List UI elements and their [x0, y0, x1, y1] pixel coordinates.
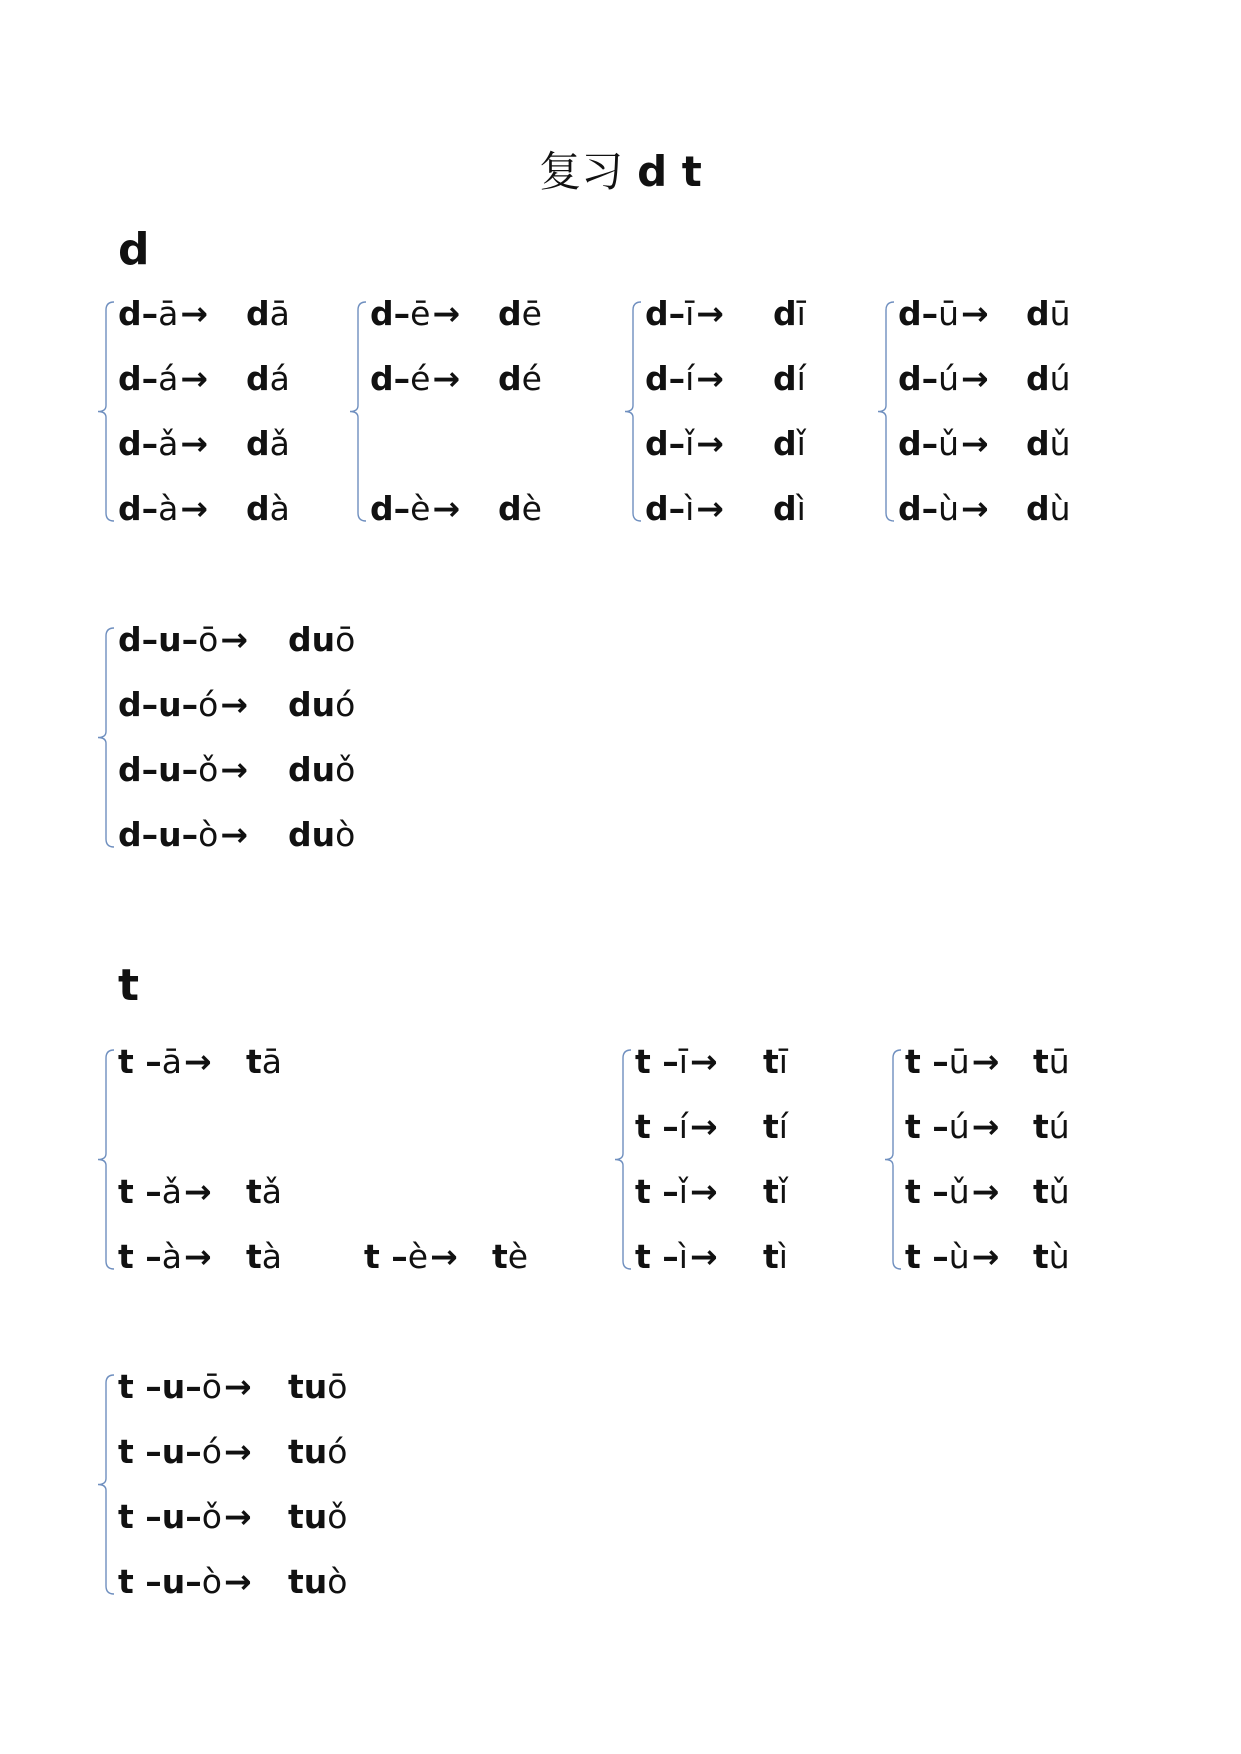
result-final: ó: [335, 685, 356, 724]
arrow-icon: →: [220, 685, 248, 724]
result-consonant: t: [1033, 1172, 1049, 1211]
spelling-equation: [118, 618, 248, 662]
result-final: ū: [1048, 1042, 1070, 1081]
spelling-equation: [645, 357, 724, 401]
result-final: ī: [778, 1042, 788, 1081]
arrow-icon: →: [223, 1497, 252, 1536]
result-final: ā: [261, 1042, 283, 1081]
result-consonant: du: [288, 620, 336, 659]
initial-consonant: d–: [898, 294, 939, 333]
initial-consonant: d–: [118, 294, 159, 333]
title-latin: d t: [637, 147, 702, 196]
initial-consonant: t –: [118, 1432, 162, 1471]
toned-final: è: [407, 1237, 429, 1276]
toned-final: ǒ: [198, 750, 219, 789]
arrow-icon: →: [223, 1562, 252, 1601]
syllable-result: [1026, 357, 1071, 401]
result-final: è: [507, 1237, 529, 1276]
spelling-equation: [635, 1170, 718, 1214]
result-consonant: t: [1033, 1042, 1049, 1081]
arrow-icon: →: [689, 1172, 718, 1211]
result-final: ù: [1049, 489, 1071, 528]
result-consonant: t: [763, 1042, 779, 1081]
result-final: ǔ: [1049, 424, 1071, 463]
initial-consonant: d–: [118, 815, 159, 854]
arrow-icon: →: [184, 1172, 212, 1211]
result-final: ǎ: [269, 424, 290, 463]
initial-consonant: t –: [635, 1107, 679, 1146]
spelling-equation: [118, 1430, 252, 1474]
result-consonant: t: [492, 1237, 508, 1276]
initial-consonant: t –: [118, 1562, 162, 1601]
syllable-result: [246, 357, 290, 401]
initial-consonant: d–: [370, 359, 411, 398]
result-consonant: tu: [288, 1367, 328, 1406]
initial-consonant: d–: [118, 359, 159, 398]
result-consonant: t: [763, 1172, 779, 1211]
arrow-icon: →: [961, 489, 989, 528]
toned-final: ì: [685, 489, 695, 528]
bracket-icon: [90, 618, 120, 857]
result-consonant: d: [246, 359, 270, 398]
result-consonant: d: [773, 359, 797, 398]
result-consonant: du: [288, 750, 336, 789]
syllable-result: [288, 1365, 347, 1409]
result-consonant: d: [246, 294, 270, 333]
arrow-icon: →: [971, 1172, 1000, 1211]
initial-consonant: t –: [118, 1172, 162, 1211]
spelling-equation: [118, 487, 208, 531]
syllable-result: [288, 618, 355, 662]
result-final: ū: [1049, 294, 1071, 333]
arrow-icon: →: [220, 750, 248, 789]
result-consonant: t: [1033, 1107, 1049, 1146]
toned-final: ǔ: [938, 424, 960, 463]
syllable-result: [246, 292, 290, 336]
toned-final: ǒ: [201, 1497, 222, 1536]
spelling-equation: [118, 683, 248, 727]
toned-final: ù: [938, 489, 960, 528]
syllable-result: [773, 487, 806, 531]
syllable-result: [288, 813, 355, 857]
result-final: ǐ: [796, 424, 806, 463]
result-consonant: d: [498, 489, 522, 528]
section-label-d: d: [118, 224, 150, 275]
medial-vowel: u–: [161, 1432, 202, 1471]
spelling-equation: [635, 1105, 718, 1149]
syllable-result: [498, 292, 542, 336]
toned-final: ì: [678, 1237, 688, 1276]
spelling-equation: [118, 1235, 212, 1279]
arrow-icon: →: [223, 1367, 252, 1406]
initial-consonant: t –: [905, 1172, 949, 1211]
result-final: ǒ: [335, 750, 356, 789]
spelling-equation: [898, 422, 989, 466]
toned-final: ǎ: [158, 424, 179, 463]
arrow-icon: →: [689, 1107, 718, 1146]
toned-final: ǐ: [685, 424, 695, 463]
result-final: ō: [335, 620, 356, 659]
toned-final: ó: [198, 685, 219, 724]
spelling-equation: [370, 487, 460, 531]
syllable-result: [773, 357, 806, 401]
syllable-result: [773, 292, 806, 336]
syllable-result: [246, 1040, 282, 1084]
arrow-icon: →: [961, 359, 989, 398]
spelling-equation: [118, 292, 208, 336]
initial-consonant: d–: [898, 489, 939, 528]
spelling-equation: [645, 487, 724, 531]
syllable-result: [763, 1235, 788, 1279]
result-consonant: d: [498, 359, 522, 398]
bracket-icon: [90, 1040, 120, 1279]
spelling-equation: [118, 813, 248, 857]
initial-consonant: t –: [118, 1367, 162, 1406]
arrow-icon: →: [223, 1432, 252, 1471]
syllable-result: [1033, 1040, 1070, 1084]
result-consonant: t: [246, 1237, 262, 1276]
syllable-result: [498, 487, 542, 531]
toned-final: í: [678, 1107, 688, 1146]
syllable-result: [246, 1170, 282, 1214]
result-consonant: tu: [288, 1562, 328, 1601]
toned-final: à: [158, 489, 179, 528]
initial-consonant: t –: [905, 1237, 949, 1276]
initial-consonant: d–: [645, 294, 686, 333]
arrow-icon: →: [696, 359, 724, 398]
initial-consonant: d–: [118, 685, 159, 724]
syllable-result: [763, 1105, 788, 1149]
result-consonant: tu: [288, 1432, 328, 1471]
toned-final: á: [158, 359, 179, 398]
result-consonant: d: [1026, 294, 1050, 333]
arrow-icon: →: [696, 294, 724, 333]
initial-consonant: d–: [118, 750, 159, 789]
initial-consonant: t –: [118, 1042, 162, 1081]
toned-final: ā: [158, 294, 179, 333]
result-final: à: [261, 1237, 283, 1276]
syllable-result: [246, 422, 290, 466]
medial-vowel: u–: [158, 750, 199, 789]
result-final: ù: [1048, 1237, 1070, 1276]
result-final: ǎ: [261, 1172, 283, 1211]
result-consonant: d: [773, 489, 797, 528]
result-final: à: [269, 489, 290, 528]
arrow-icon: →: [220, 815, 248, 854]
bracket-icon: [90, 292, 120, 531]
initial-consonant: d–: [118, 620, 159, 659]
bracket-icon: [342, 292, 372, 531]
medial-vowel: u–: [161, 1562, 202, 1601]
result-consonant: d: [246, 424, 270, 463]
spelling-equation: [118, 1495, 252, 1539]
toned-final: í: [685, 359, 695, 398]
toned-final: ǔ: [948, 1172, 970, 1211]
result-final: ó: [327, 1432, 348, 1471]
result-consonant: d: [1026, 489, 1050, 528]
result-consonant: t: [763, 1107, 779, 1146]
syllable-result: [1033, 1235, 1070, 1279]
spelling-equation: [364, 1235, 458, 1279]
arrow-icon: →: [430, 1237, 458, 1276]
syllable-result: [246, 1235, 282, 1279]
initial-consonant: d–: [645, 424, 686, 463]
result-consonant: d: [1026, 359, 1050, 398]
spelling-equation: [905, 1105, 999, 1149]
toned-final: ā: [161, 1042, 182, 1081]
initial-consonant: d–: [118, 424, 159, 463]
toned-final: é: [410, 359, 431, 398]
toned-final: ù: [948, 1237, 970, 1276]
toned-final: ǎ: [161, 1172, 182, 1211]
syllable-result: [1033, 1170, 1070, 1214]
toned-final: ō: [198, 620, 219, 659]
toned-final: ó: [201, 1432, 222, 1471]
spelling-equation: [898, 292, 989, 336]
spelling-equation: [635, 1235, 718, 1279]
result-final: ǐ: [778, 1172, 788, 1211]
initial-consonant: t –: [635, 1042, 679, 1081]
toned-final: ú: [948, 1107, 970, 1146]
toned-final: ū: [948, 1042, 970, 1081]
spelling-equation: [905, 1040, 999, 1084]
arrow-icon: →: [184, 1042, 212, 1081]
initial-consonant: t –: [905, 1042, 949, 1081]
result-final: ē: [521, 294, 542, 333]
result-final: á: [269, 359, 290, 398]
arrow-icon: →: [961, 424, 989, 463]
spelling-equation: [118, 1560, 252, 1604]
result-consonant: t: [246, 1042, 262, 1081]
spelling-equation: [645, 292, 724, 336]
spelling-equation: [898, 487, 989, 531]
toned-final: ò: [198, 815, 219, 854]
spelling-equation: [118, 1365, 252, 1409]
toned-final: ǐ: [678, 1172, 688, 1211]
result-consonant: d: [773, 424, 797, 463]
result-final: ǔ: [1048, 1172, 1070, 1211]
result-consonant: t: [763, 1237, 779, 1276]
initial-consonant: t –: [118, 1497, 162, 1536]
result-consonant: tu: [288, 1497, 328, 1536]
spelling-equation: [118, 1040, 212, 1084]
initial-consonant: d–: [645, 359, 686, 398]
initial-consonant: t –: [118, 1237, 162, 1276]
bracket-icon: [870, 292, 900, 531]
arrow-icon: →: [971, 1237, 1000, 1276]
spelling-equation: [118, 748, 248, 792]
toned-final: ī: [678, 1042, 688, 1081]
syllable-result: [1026, 422, 1071, 466]
initial-consonant: t –: [905, 1107, 949, 1146]
syllable-result: [288, 1495, 347, 1539]
page-title: [0, 142, 1241, 202]
arrow-icon: →: [689, 1042, 718, 1081]
result-final: é: [521, 359, 542, 398]
arrow-icon: →: [432, 294, 461, 333]
syllable-result: [492, 1235, 528, 1279]
result-consonant: d: [1026, 424, 1050, 463]
spelling-equation: [905, 1235, 999, 1279]
result-final: ò: [327, 1562, 348, 1601]
result-consonant: du: [288, 685, 336, 724]
initial-consonant: d–: [645, 489, 686, 528]
initial-consonant: d–: [118, 489, 159, 528]
result-consonant: d: [773, 294, 797, 333]
initial-consonant: d–: [898, 424, 939, 463]
initial-consonant: d–: [370, 489, 411, 528]
initial-consonant: d–: [898, 359, 939, 398]
toned-final: ú: [938, 359, 960, 398]
syllable-result: [288, 1430, 347, 1474]
syllable-result: [763, 1170, 788, 1214]
spelling-equation: [118, 1170, 212, 1214]
result-consonant: du: [288, 815, 336, 854]
bracket-icon: [90, 1365, 120, 1604]
spelling-equation: [370, 357, 460, 401]
syllable-result: [1033, 1105, 1070, 1149]
medial-vowel: u–: [161, 1497, 202, 1536]
result-consonant: t: [1033, 1237, 1049, 1276]
arrow-icon: →: [696, 489, 724, 528]
syllable-result: [288, 683, 355, 727]
toned-final: ō: [201, 1367, 222, 1406]
arrow-icon: →: [180, 489, 209, 528]
arrow-icon: →: [184, 1237, 212, 1276]
result-final: ā: [269, 294, 290, 333]
syllable-result: [498, 357, 542, 401]
syllable-result: [288, 748, 355, 792]
title-chinese: 复习: [539, 147, 624, 196]
result-final: ì: [796, 489, 806, 528]
arrow-icon: →: [971, 1042, 1000, 1081]
arrow-icon: →: [220, 620, 248, 659]
bracket-icon: [617, 292, 647, 531]
arrow-icon: →: [432, 489, 461, 528]
syllable-result: [246, 487, 290, 531]
result-final: ī: [796, 294, 806, 333]
spelling-equation: [118, 422, 208, 466]
spelling-equation: [645, 422, 724, 466]
spelling-equation: [905, 1170, 999, 1214]
arrow-icon: →: [180, 359, 209, 398]
syllable-result: [288, 1560, 347, 1604]
initial-consonant: t –: [635, 1237, 679, 1276]
medial-vowel: u–: [158, 620, 199, 659]
medial-vowel: u–: [161, 1367, 202, 1406]
bracket-icon: [607, 1040, 637, 1279]
medial-vowel: u–: [158, 815, 199, 854]
spelling-equation: [635, 1040, 718, 1084]
arrow-icon: →: [971, 1107, 1000, 1146]
spelling-equation: [370, 292, 460, 336]
arrow-icon: →: [689, 1237, 718, 1276]
initial-consonant: d–: [370, 294, 411, 333]
toned-final: à: [161, 1237, 182, 1276]
result-final: ǒ: [327, 1497, 348, 1536]
section-label-t: t: [118, 960, 140, 1011]
arrow-icon: →: [696, 424, 724, 463]
arrow-icon: →: [432, 359, 461, 398]
result-consonant: d: [246, 489, 270, 528]
result-final: í: [778, 1107, 788, 1146]
result-consonant: t: [246, 1172, 262, 1211]
toned-final: ī: [685, 294, 695, 333]
arrow-icon: →: [961, 294, 989, 333]
toned-final: ū: [938, 294, 960, 333]
syllable-result: [1026, 292, 1071, 336]
spelling-equation: [898, 357, 989, 401]
medial-vowel: u–: [158, 685, 199, 724]
arrow-icon: →: [180, 294, 209, 333]
initial-consonant: t –: [635, 1172, 679, 1211]
syllable-result: [763, 1040, 788, 1084]
result-final: è: [521, 489, 542, 528]
result-final: ú: [1049, 359, 1071, 398]
result-final: ì: [778, 1237, 788, 1276]
initial-consonant: t –: [364, 1237, 408, 1276]
result-consonant: d: [498, 294, 522, 333]
toned-final: ò: [201, 1562, 222, 1601]
syllable-result: [773, 422, 806, 466]
arrow-icon: →: [180, 424, 209, 463]
result-final: ō: [327, 1367, 348, 1406]
bracket-icon: [877, 1040, 907, 1279]
syllable-result: [1026, 487, 1071, 531]
result-final: ò: [335, 815, 356, 854]
result-final: í: [796, 359, 806, 398]
spelling-equation: [118, 357, 208, 401]
toned-final: è: [410, 489, 431, 528]
toned-final: ē: [410, 294, 431, 333]
result-final: ú: [1048, 1107, 1070, 1146]
